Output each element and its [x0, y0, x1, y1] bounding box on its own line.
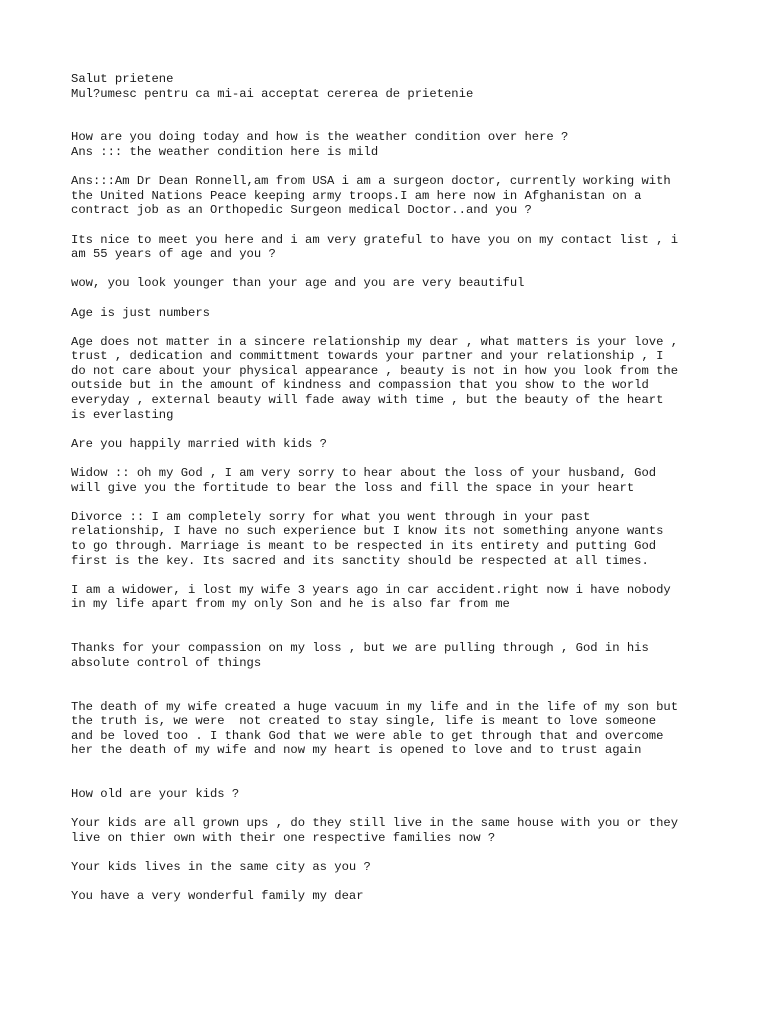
paragraph-introduction: Ans:::Am Dr Dean Ronnell,am from USA i am a surgeon doctor, currently working with the United Nations Peace keeping army troops.I am here now in Afghanistan on a contract job as an Orthopedic Surgeon medical Doctor..and you ? [71, 174, 671, 218]
paragraph-married-question: Are you happily married with kids ? [71, 436, 327, 451]
spacer [71, 495, 711, 510]
paragraph-greeting: Salut prietene Mul?umesc pentru ca mi-ai acceptat cererea de prietenie [71, 72, 474, 101]
spacer [71, 101, 711, 130]
paragraph-age-numbers: Age is just numbers [71, 305, 210, 320]
document-page [71, 72, 711, 904]
spacer [71, 160, 711, 175]
spacer [71, 845, 711, 860]
spacer [71, 422, 711, 437]
paragraph-kids-age: How old are your kids ? [71, 787, 240, 802]
spacer [71, 758, 711, 787]
paragraph-compliment: wow, you look younger than your age and you are very beautiful [71, 276, 525, 291]
spacer [71, 218, 711, 233]
paragraph-widow: Widow :: oh my God , I am very sorry to hear about the loss of your husband, God will give you the fortitude to bear the loss and fill the space in your heart [71, 466, 657, 495]
paragraph-relationship: Age does not matter in a sincere relationship my dear , what matters is your love , trust , dedication and committment towards your partner and your relationship , I do not care about your physical appearance , beauty is not in how you look from the outside but in the amount of kindness and compassion that you show to the world everyday , external beauty will fade away with time , but the beauty of the heart is everlasting [71, 334, 679, 422]
spacer [71, 320, 711, 335]
paragraph-age: Its nice to meet you here and i am very grateful to have you on my contact list , i am 55 years of age and you ? [71, 232, 679, 262]
spacer [71, 451, 711, 466]
spacer [71, 262, 711, 277]
paragraph-family: You have a very wonderful family my dear [71, 889, 364, 904]
paragraph-kids-grown: Your kids are all grown ups , do they still live in the same house with you or they live on thier own with their one respective families now ? [71, 816, 679, 845]
paragraph-kids-city: Your kids lives in the same city as you ? [71, 860, 371, 875]
spacer [71, 875, 711, 890]
spacer [71, 291, 711, 306]
spacer [71, 802, 711, 817]
paragraph-compassion: Thanks for your compassion on my loss , but we are pulling through , God in his absolute control of things [71, 641, 649, 670]
spacer [71, 670, 711, 699]
paragraph-widower: I am a widower, i lost my wife 3 years ago in car accident.right now i have nobody in my life apart from my only Son and he is also far from me [71, 582, 671, 612]
spacer [71, 568, 711, 583]
paragraph-vacuum: The death of my wife created a huge vacuum in my life and in the life of my son but the truth is, we were not created to stay single, life is meant to love someone and be loved too . I thank God that we were able to get through that and overcome her the death of my wife and now my heart is opened to love and to trust again [71, 699, 679, 758]
paragraph-weather: How are you doing today and how is the weather condition over here ? Ans ::: the weather condition here is mild [71, 130, 569, 159]
paragraph-divorce: Divorce :: I am completely sorry for what you went through in your past relationship, I have no such experience but I know its not something anyone wants to go through. Marriage is meant to be respected in its entirety and putting God first is the key. Its sacred and its sanctity should be respected at all times. [71, 509, 664, 568]
spacer [71, 612, 711, 641]
